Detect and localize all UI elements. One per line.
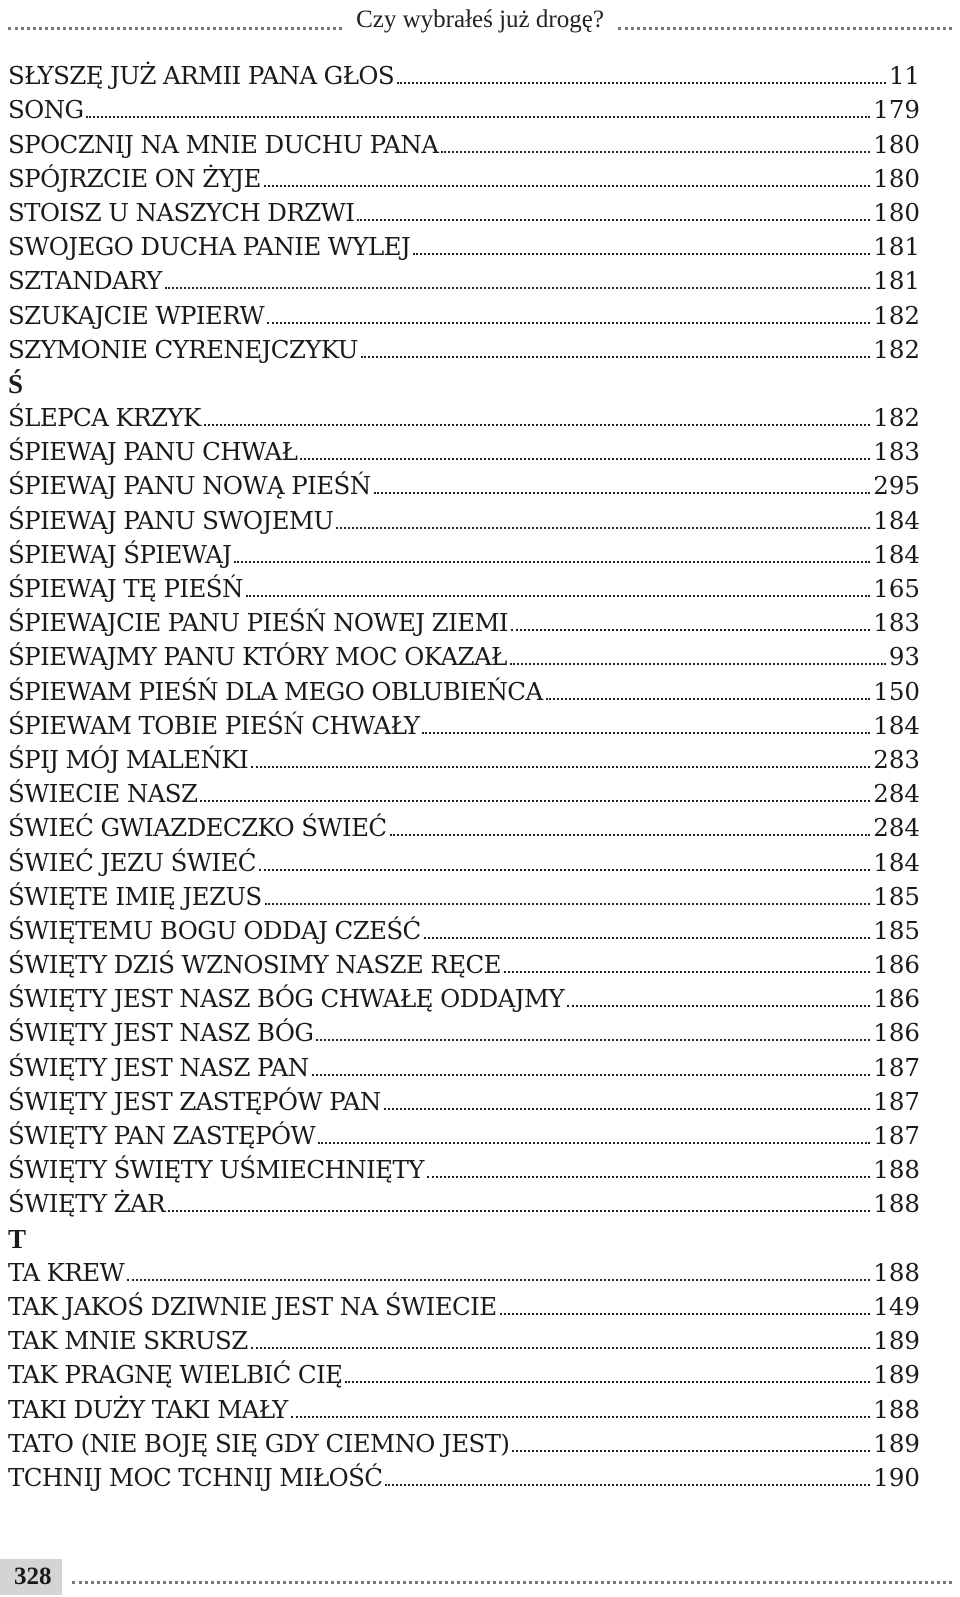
header-dotted-rule-left [8, 27, 342, 30]
index-entry [8, 331, 920, 365]
entry-page-number: 182 [873, 403, 920, 433]
index-entry [8, 125, 920, 159]
index-letter-heading [8, 365, 920, 399]
entry-page-number: 189 [873, 1360, 920, 1390]
index-entry [8, 1014, 920, 1048]
dot-leader [413, 253, 870, 255]
index-entry [8, 1083, 920, 1117]
entry-title: ŚWIECIE NASZ [8, 779, 198, 809]
entry-title: TAK PRAGNĘ WIELBIĆ CIĘ [8, 1360, 343, 1390]
dot-leader [318, 1142, 870, 1144]
index-entry [8, 707, 920, 741]
entry-title: TAKI DUŻY TAKI MAŁY [8, 1394, 288, 1424]
dot-leader [204, 424, 871, 426]
dot-leader [361, 356, 870, 358]
entry-page-number: 181 [873, 266, 920, 296]
dot-leader [397, 82, 886, 84]
entry-title: SONG [8, 95, 84, 125]
entry-page-number: 149 [873, 1291, 920, 1321]
dot-leader [422, 732, 870, 734]
index-letter-heading [8, 1219, 920, 1253]
footer-dotted-rule [72, 1581, 953, 1584]
entry-title: TCHNIJ MOC TCHNIJ MIŁOŚĆ [8, 1462, 383, 1492]
index-entry [8, 536, 920, 570]
dot-leader [390, 834, 871, 836]
entry-title: ŚPIEWAJCIE PANU PIEŚŃ NOWEJ ZIEMI [8, 608, 509, 638]
entry-page-number: 188 [873, 1155, 920, 1185]
index-entry [8, 638, 920, 672]
entry-title: ŚWIĘTY JEST NASZ PAN [8, 1052, 309, 1082]
entry-page-number: 182 [873, 300, 920, 330]
entry-title: ŚWIEĆ JEZU ŚWIEĆ [8, 847, 256, 877]
dot-leader [424, 937, 871, 939]
entry-title: ŚWIĘTEMU BOGU ODDAJ CZEŚĆ [8, 915, 421, 945]
entry-page-number: 284 [873, 779, 920, 809]
entry-page-number: 11 [888, 61, 920, 91]
index-entry [8, 1048, 920, 1082]
index-entry [8, 843, 920, 877]
entry-title: ŚWIĘTE IMIĘ JEZUS [8, 881, 262, 911]
entry-page-number: 187 [873, 1086, 920, 1116]
dot-leader [504, 971, 870, 973]
entry-title: STOISZ U NASZYCH DRZWI [8, 197, 355, 227]
entry-title: TAK JAKOŚ DZIWNIE JEST NA ŚWIECIE [8, 1291, 497, 1321]
index-entry [8, 809, 920, 843]
dot-leader [267, 322, 870, 324]
index-entry [8, 194, 920, 228]
index-entry [8, 1151, 920, 1185]
entry-title: ŚWIĘTY ŻAR [8, 1189, 165, 1219]
dot-leader [345, 1381, 870, 1383]
index-entry [8, 501, 920, 535]
index-entry [8, 672, 920, 706]
entry-page-number: 184 [873, 539, 920, 569]
dot-leader [264, 185, 870, 187]
entry-page-number: 188 [873, 1394, 920, 1424]
dot-leader [312, 1074, 871, 1076]
index-entry [8, 1288, 920, 1322]
dot-leader [300, 458, 870, 460]
dot-leader [168, 1210, 870, 1212]
index-entry [8, 912, 920, 946]
entry-title: ŚWIĘTY JEST ZASTĘPÓW PAN [8, 1086, 381, 1116]
entry-title: SZYMONIE CYRENEJCZYKU [8, 334, 358, 364]
dot-leader [511, 629, 870, 631]
entry-title: SPOCZNIJ NA MNIE DUCHU PANA [8, 129, 439, 159]
dot-leader [316, 1039, 870, 1041]
entry-title: ŚPIEWAJ PANU NOWĄ PIEŚŃ [8, 471, 371, 501]
dot-leader [234, 561, 870, 563]
dot-leader [427, 1176, 870, 1178]
index-entry [8, 1459, 920, 1493]
index-entry [8, 1254, 920, 1288]
dot-leader [500, 1313, 871, 1315]
index-entry [8, 91, 920, 125]
entry-title: ŚPIEWAJMY PANU KTÓRY MOC OKAZAŁ [8, 642, 507, 672]
entry-title: ŚPIEWAM TOBIE PIEŚŃ CHWAŁY [8, 710, 420, 740]
dot-leader [251, 1347, 871, 1349]
entry-title: SPÓJRZCIE ON ŻYJE [8, 163, 261, 193]
header-dotted-rule-right [618, 27, 952, 30]
dot-leader [86, 116, 870, 118]
entry-page-number: 181 [873, 232, 920, 262]
index-entry [8, 296, 920, 330]
entry-title: ŚLEPCA KRZYK [8, 403, 201, 433]
index-entry [8, 775, 920, 809]
dot-leader [251, 766, 870, 768]
index-entry [8, 878, 920, 912]
index-entry [8, 946, 920, 980]
entry-page-number: 186 [873, 1018, 920, 1048]
index-entry [8, 57, 920, 91]
entry-page-number: 165 [873, 574, 920, 603]
entry-page-number: 183 [873, 608, 920, 638]
dot-leader [385, 1484, 870, 1486]
index-entry [8, 399, 920, 433]
entry-page-number: 180 [873, 129, 920, 159]
entry-title: ŚPIEWAJ PANU SWOJEMU [8, 505, 334, 535]
dot-leader [291, 1416, 871, 1418]
index-entry [8, 1390, 920, 1424]
entry-page-number: 189 [873, 1326, 920, 1356]
entry-title: SŁYSZĘ JUŻ ARMII PANA GŁOS [8, 61, 395, 91]
entry-title: TA KREW [8, 1257, 125, 1287]
entry-page-number: 183 [873, 437, 920, 467]
index-entry [8, 1322, 920, 1356]
entry-title: ŚPIJ MÓJ MALEŃKI [8, 744, 249, 774]
entry-page-number: 184 [873, 710, 920, 740]
entry-title: ŚWIĘTY JEST NASZ BÓG CHWAŁĘ ODDAJMY [8, 984, 565, 1014]
entry-title: SZTANDARY [8, 266, 162, 296]
letter-heading-label: T [8, 1223, 27, 1254]
entry-page-number: 185 [873, 881, 920, 911]
entry-page-number: 180 [873, 163, 920, 193]
entry-page-number: 283 [873, 744, 920, 774]
song-index-list [8, 57, 920, 1493]
entry-title: TATO (NIE BOJĘ SIĘ GDY CIEMNO JEST) [8, 1428, 510, 1458]
dot-leader [510, 663, 886, 665]
dot-leader [357, 219, 870, 221]
entry-title: SWOJEGO DUCHA PANIE WYLEJ [8, 232, 411, 262]
index-entry [8, 741, 920, 775]
dot-leader [336, 527, 870, 529]
dot-leader [127, 1279, 870, 1281]
entry-page-number: 187 [873, 1052, 920, 1082]
index-entry [8, 1356, 920, 1390]
dot-leader [441, 151, 870, 153]
entry-page-number: 186 [873, 950, 920, 980]
dot-leader [259, 869, 870, 871]
running-header [8, 2, 952, 38]
entry-title: ŚPIEWAM PIEŚŃ DLA MEGO OBLUBIEŃCA [8, 676, 543, 706]
entry-page-number: 189 [873, 1428, 920, 1458]
entry-page-number: 190 [873, 1462, 920, 1492]
dot-leader [246, 595, 870, 597]
page-number: 328 [0, 1559, 62, 1595]
entry-page-number: 185 [873, 915, 920, 945]
index-entry [8, 570, 920, 604]
index-entry [8, 604, 920, 638]
letter-heading-label: Ś [8, 368, 24, 399]
entry-title: ŚPIEWAJ ŚPIEWAJ [8, 539, 232, 569]
entry-title: ŚPIEWAJ TĘ PIEŚŃ [8, 574, 243, 603]
running-header-title: Czy wybrałeś już drogę? [356, 6, 604, 33]
entry-title: ŚWIĘTY ŚWIĘTY UŚMIECHNIĘTY [8, 1155, 424, 1185]
entry-page-number: 284 [873, 813, 920, 843]
entry-page-number: 188 [873, 1189, 920, 1219]
entry-page-number: 184 [873, 847, 920, 877]
entry-page-number: 184 [873, 505, 920, 535]
entry-title: SZUKAJCIE WPIERW [8, 300, 265, 330]
entry-page-number: 187 [873, 1121, 920, 1150]
index-entry [8, 228, 920, 262]
entry-title: TAK MNIE SKRUSZ [8, 1326, 248, 1356]
entry-page-number: 93 [888, 642, 920, 672]
entry-page-number: 179 [873, 95, 920, 125]
dot-leader [384, 1108, 871, 1110]
entry-title: ŚWIĘTY PAN ZASTĘPÓW [8, 1121, 316, 1150]
index-entry [8, 262, 920, 296]
entry-page-number: 186 [873, 984, 920, 1014]
index-entry [8, 1185, 920, 1219]
entry-page-number: 295 [873, 471, 920, 501]
index-entry [8, 433, 920, 467]
dot-leader [165, 287, 870, 289]
index-entry [8, 980, 920, 1014]
entry-page-number: 180 [873, 197, 920, 227]
index-entry [8, 1425, 920, 1459]
dot-leader [265, 903, 871, 905]
dot-leader [200, 800, 870, 802]
dot-leader [512, 1450, 870, 1452]
index-entry [8, 1117, 920, 1151]
entry-page-number: 188 [873, 1257, 920, 1287]
index-entry [8, 467, 920, 501]
entry-title: ŚWIEĆ GWIAZDECZKO ŚWIEĆ [8, 813, 387, 843]
entry-page-number: 182 [873, 334, 920, 364]
dot-leader [374, 492, 871, 494]
page-footer [0, 1558, 952, 1596]
dot-leader [546, 698, 871, 700]
index-entry [8, 160, 920, 194]
dot-leader [567, 1005, 870, 1007]
entry-title: ŚPIEWAJ PANU CHWAŁ [8, 437, 298, 467]
entry-title: ŚWIĘTY DZIŚ WZNOSIMY NASZE RĘCE [8, 950, 501, 980]
entry-page-number: 150 [873, 676, 920, 706]
entry-title: ŚWIĘTY JEST NASZ BÓG [8, 1018, 314, 1048]
